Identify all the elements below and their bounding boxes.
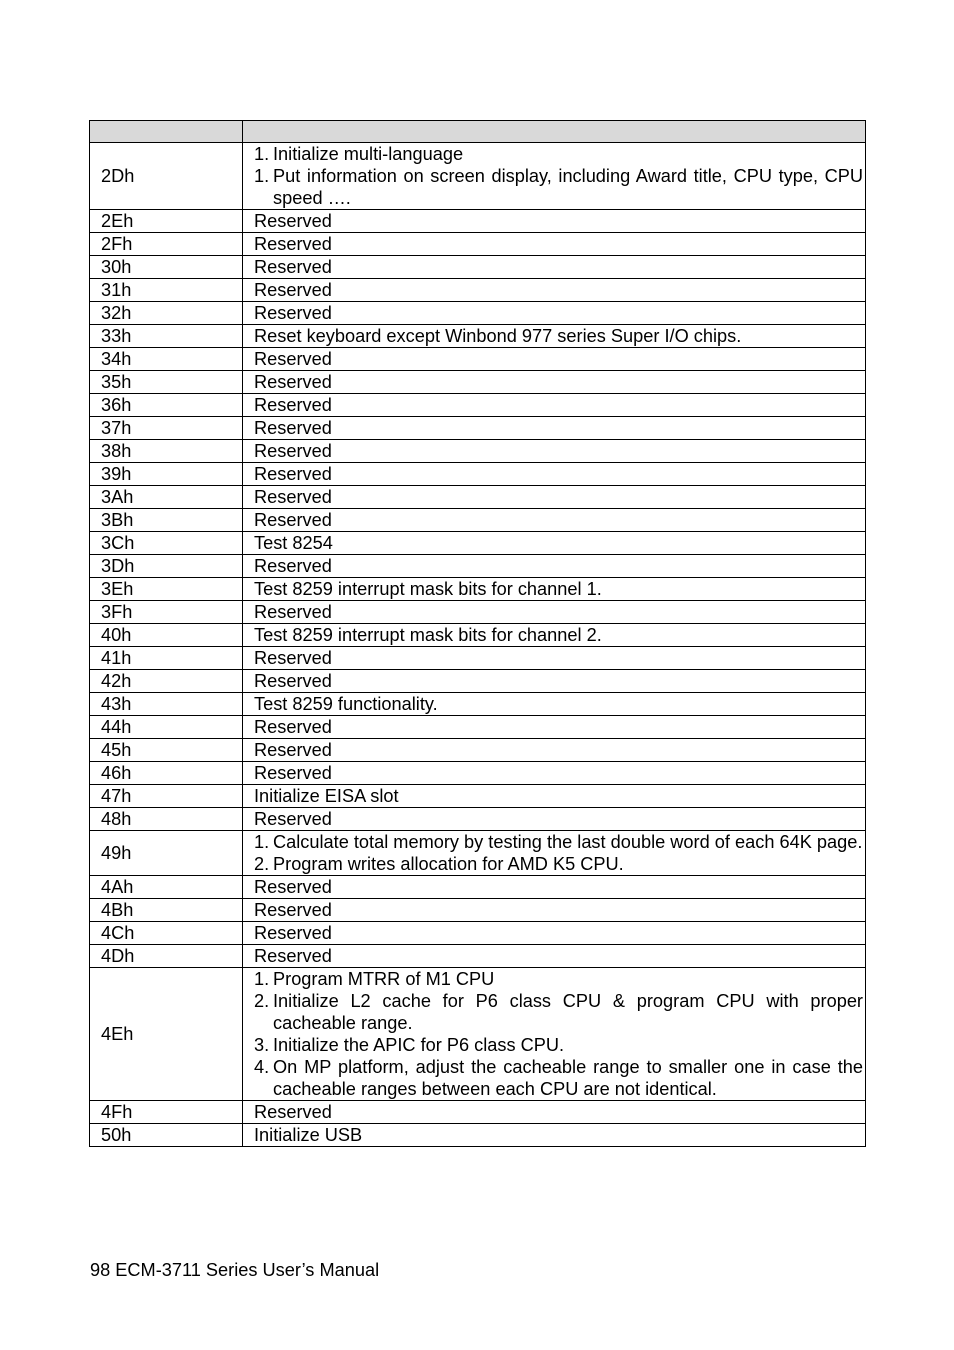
column-header-description: [243, 121, 866, 143]
post-code-cell: 39h: [90, 463, 243, 486]
table-row: [90, 233, 866, 256]
description-cell: Reserved: [243, 716, 866, 739]
list-item-number: 3.: [254, 1035, 270, 1055]
description-cell: Reserved: [243, 279, 866, 302]
post-code-cell: 2Dh: [90, 143, 243, 210]
list-item-number: 1.: [254, 144, 270, 164]
description-cell: Reserved: [243, 876, 866, 899]
post-code-cell: 3Ah: [90, 486, 243, 509]
description-cell: Reserved: [243, 762, 866, 785]
list-item-number: 4.: [254, 1057, 270, 1077]
table-row: [90, 348, 866, 371]
post-code-cell: 43h: [90, 693, 243, 716]
table-row: [90, 899, 866, 922]
table-row: [90, 670, 866, 693]
table-row: [90, 463, 866, 486]
description-cell: Reserved: [243, 739, 866, 762]
post-code-cell: 4Ah: [90, 876, 243, 899]
list-item-number: 1.: [254, 969, 270, 989]
post-code-cell: 30h: [90, 256, 243, 279]
description-cell: Reserved: [243, 486, 866, 509]
post-code-cell: 47h: [90, 785, 243, 808]
post-code-cell: 33h: [90, 325, 243, 348]
list-item-number: 1.: [254, 166, 270, 186]
table-row: [90, 693, 866, 716]
post-code-cell: 41h: [90, 647, 243, 670]
description-cell: Reserved: [243, 417, 866, 440]
table-row: [90, 831, 866, 876]
description-cell: Reserved: [243, 601, 866, 624]
description-list: [254, 968, 863, 1100]
description-cell: Test 8259 interrupt mask bits for channel 2.: [243, 624, 866, 647]
description-cell: Reserved: [243, 647, 866, 670]
post-code-cell: 44h: [90, 716, 243, 739]
post-code-cell: 2Fh: [90, 233, 243, 256]
list-item-text: Initialize the APIC for P6 class CPU.: [273, 1035, 565, 1055]
table-row: [90, 1101, 866, 1124]
list-item: [254, 831, 863, 853]
table-row: [90, 876, 866, 899]
description-cell: Test 8259 functionality.: [243, 693, 866, 716]
post-code-cell: 4Eh: [90, 968, 243, 1101]
table-row: [90, 417, 866, 440]
table-body: [90, 143, 866, 1147]
post-code-cell: 46h: [90, 762, 243, 785]
post-code-cell: 2Eh: [90, 210, 243, 233]
description-cell: Test 8259 interrupt mask bits for channel 1.: [243, 578, 866, 601]
post-code-cell: 32h: [90, 302, 243, 325]
post-code-cell: 4Bh: [90, 899, 243, 922]
post-code-cell: 42h: [90, 670, 243, 693]
table-row: [90, 509, 866, 532]
list-item-text: On MP platform, adjust the cacheable range to smaller one in case the cacheable ranges between each CPU are not identical.: [273, 1057, 863, 1099]
list-item: [254, 1034, 863, 1056]
post-code-table: [89, 120, 866, 1147]
table-row: [90, 279, 866, 302]
table-row: [90, 922, 866, 945]
post-code-cell: 3Ch: [90, 532, 243, 555]
table-row: [90, 762, 866, 785]
description-cell: Reserved: [243, 899, 866, 922]
post-code-cell: 38h: [90, 440, 243, 463]
page-footer: 98 ECM-3711 Series User’s Manual: [90, 1260, 380, 1280]
list-item: [254, 143, 863, 165]
table-row: [90, 601, 866, 624]
post-code-cell: 3Eh: [90, 578, 243, 601]
description-cell: Initialize EISA slot: [243, 785, 866, 808]
table-row: [90, 578, 866, 601]
description-cell: Reserved: [243, 256, 866, 279]
table-row: [90, 1124, 866, 1147]
table-row: [90, 808, 866, 831]
post-code-cell: 36h: [90, 394, 243, 417]
post-code-cell: 40h: [90, 624, 243, 647]
list-item-number: 2.: [254, 991, 270, 1011]
list-item-text: Initialize multi-language: [273, 144, 464, 164]
table-row: [90, 143, 866, 210]
table-row: [90, 440, 866, 463]
column-header-code: [90, 121, 243, 143]
table-row: [90, 555, 866, 578]
description-cell: [243, 968, 866, 1101]
list-item-text: Program writes allocation for AMD K5 CPU.: [273, 854, 624, 874]
description-cell: Test 8254: [243, 532, 866, 555]
post-code-cell: 3Bh: [90, 509, 243, 532]
post-code-cell: 3Fh: [90, 601, 243, 624]
description-cell: Reserved: [243, 440, 866, 463]
description-cell: Reset keyboard except Winbond 977 series Super I/O chips.: [243, 325, 866, 348]
post-code-cell: 49h: [90, 831, 243, 876]
description-cell: Reserved: [243, 922, 866, 945]
description-cell: Reserved: [243, 670, 866, 693]
list-item: [254, 968, 863, 990]
table-row: [90, 371, 866, 394]
description-cell: Initialize USB: [243, 1124, 866, 1147]
table-header-row: [90, 121, 866, 143]
list-item: [254, 853, 863, 875]
description-cell: Reserved: [243, 371, 866, 394]
description-cell: Reserved: [243, 302, 866, 325]
table-row: [90, 968, 866, 1101]
post-code-cell: 31h: [90, 279, 243, 302]
table-row: [90, 785, 866, 808]
description-cell: Reserved: [243, 394, 866, 417]
list-item-text: Program MTRR of M1 CPU: [273, 969, 495, 989]
description-cell: Reserved: [243, 808, 866, 831]
description-cell: Reserved: [243, 1101, 866, 1124]
description-cell: Reserved: [243, 348, 866, 371]
description-cell: Reserved: [243, 555, 866, 578]
post-code-cell: 4Dh: [90, 945, 243, 968]
post-code-cell: 48h: [90, 808, 243, 831]
table-row: [90, 394, 866, 417]
description-cell: Reserved: [243, 233, 866, 256]
list-item-number: 2.: [254, 854, 270, 874]
table-row: [90, 486, 866, 509]
table-row: [90, 739, 866, 762]
post-code-cell: 34h: [90, 348, 243, 371]
list-item-text: Initialize L2 cache for P6 class CPU & program CPU with proper cacheable range.: [273, 991, 863, 1033]
list-item: [254, 990, 863, 1034]
list-item-text: Calculate total memory by testing the last double word of each 64K page.: [273, 832, 863, 852]
post-code-cell: 4Ch: [90, 922, 243, 945]
list-item: [254, 165, 863, 209]
description-cell: Reserved: [243, 210, 866, 233]
description-cell: [243, 831, 866, 876]
description-list: [254, 831, 863, 875]
description-list: [254, 143, 863, 209]
post-code-cell: 45h: [90, 739, 243, 762]
table-row: [90, 945, 866, 968]
table-row: [90, 716, 866, 739]
list-item-number: 1.: [254, 832, 270, 852]
list-item-text: Put information on screen display, including Award title, CPU type, CPU speed ….: [273, 166, 863, 208]
description-cell: Reserved: [243, 463, 866, 486]
table-row: [90, 302, 866, 325]
post-code-cell: 37h: [90, 417, 243, 440]
description-cell: [243, 143, 866, 210]
post-code-cell: 50h: [90, 1124, 243, 1147]
table-row: [90, 210, 866, 233]
table-row: [90, 325, 866, 348]
post-code-cell: 35h: [90, 371, 243, 394]
table-row: [90, 624, 866, 647]
description-cell: Reserved: [243, 509, 866, 532]
list-item: [254, 1056, 863, 1100]
description-cell: Reserved: [243, 945, 866, 968]
post-code-cell: 4Fh: [90, 1101, 243, 1124]
post-code-cell: 3Dh: [90, 555, 243, 578]
table-row: [90, 647, 866, 670]
table-row: [90, 256, 866, 279]
table-row: [90, 532, 866, 555]
